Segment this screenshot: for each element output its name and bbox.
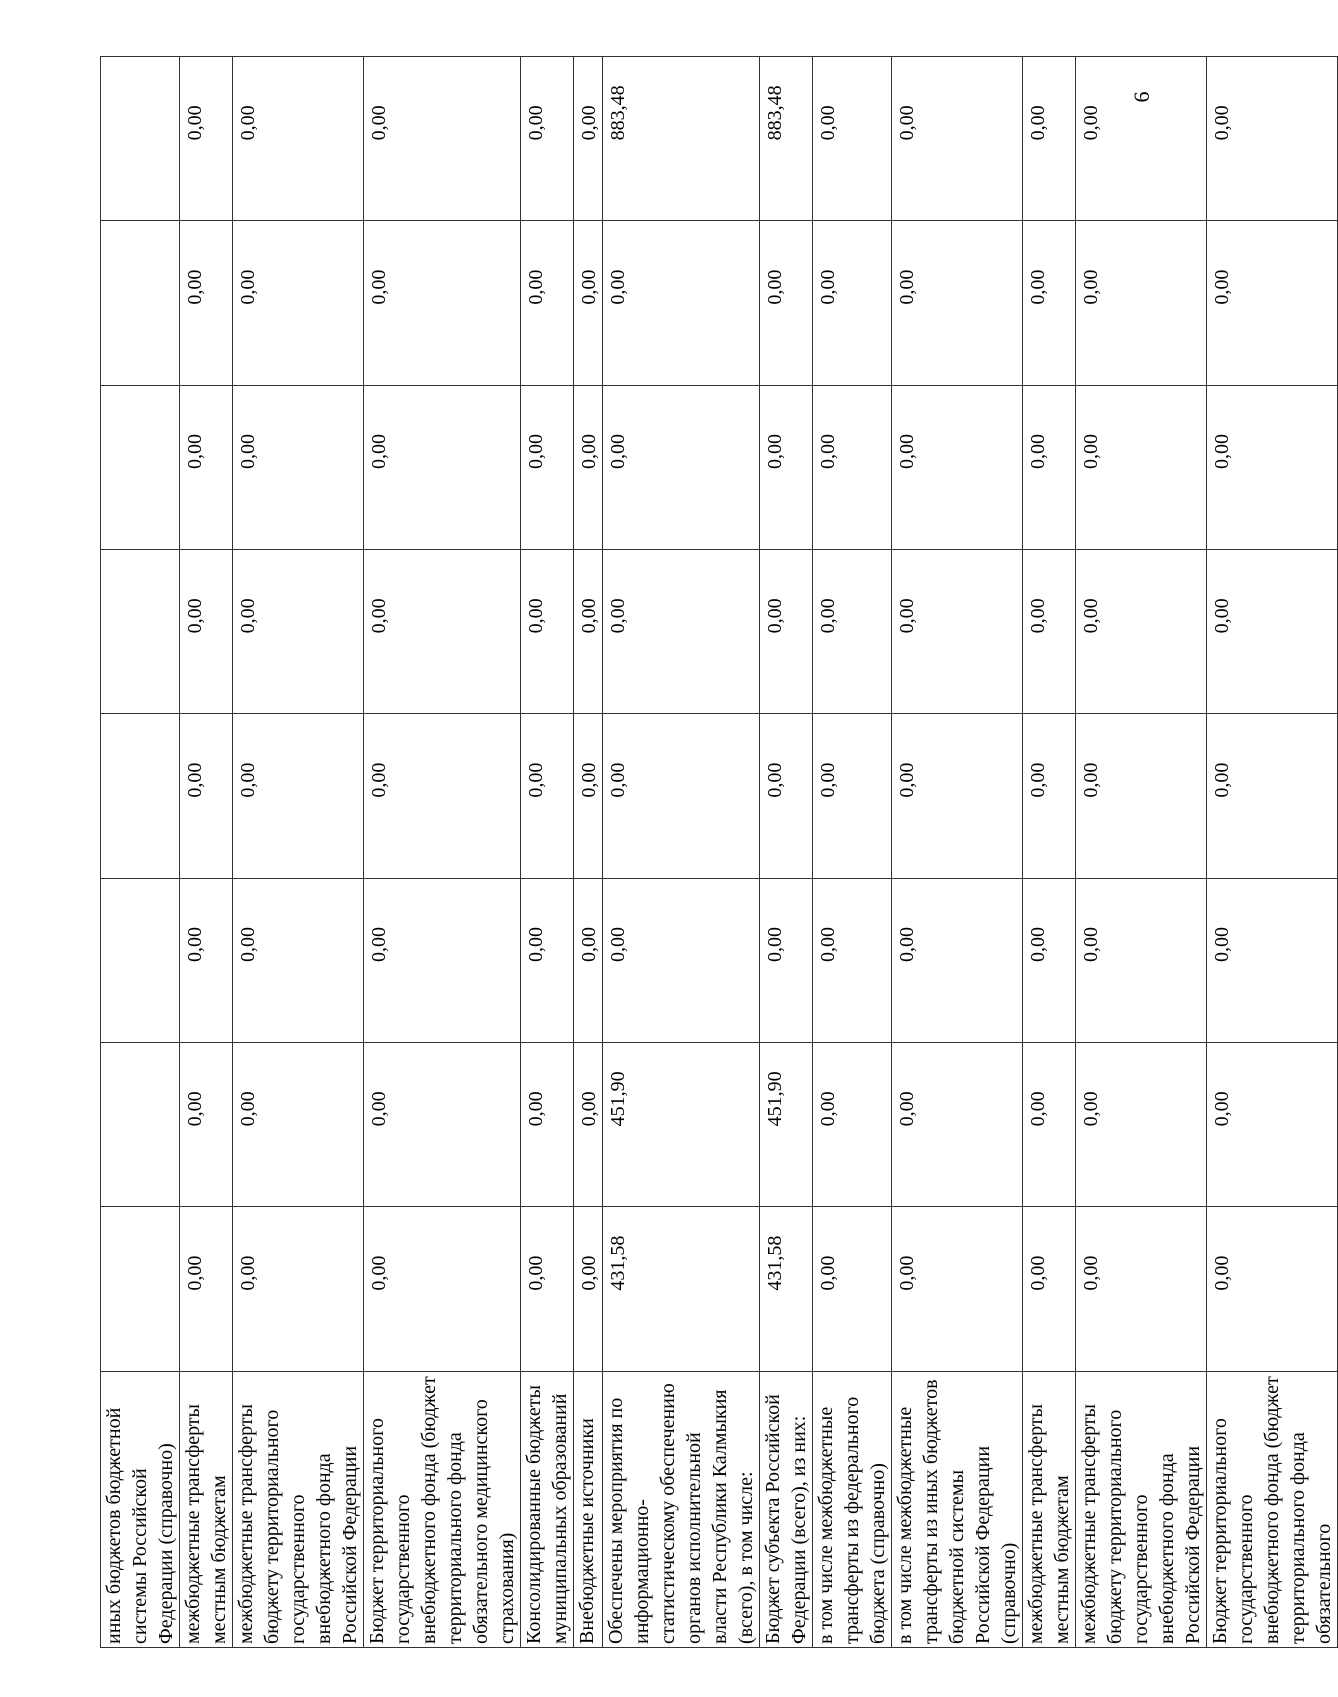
value-cell: 0,00 — [364, 550, 521, 714]
value-cell: 883,48 — [603, 57, 760, 221]
value-cell: 0,00 — [233, 550, 364, 714]
value-cell — [101, 1042, 180, 1206]
value-cell: 0,00 — [1076, 1207, 1207, 1371]
value-cell: 0,00 — [892, 550, 1023, 714]
value-cell: 0,00 — [574, 221, 603, 385]
value-cell: 0,00 — [760, 878, 813, 1042]
value-cell: 0,00 — [521, 57, 574, 221]
table-row — [101, 57, 180, 1648]
value-cell: 0,00 — [892, 385, 1023, 549]
row-label: межбюджетные трансферты местным бюджетам — [1023, 1371, 1076, 1647]
value-cell: 0,00 — [760, 221, 813, 385]
rotated-table-container — [100, 56, 1335, 1648]
value-cell: 0,00 — [760, 714, 813, 878]
value-cell: 0,00 — [813, 221, 892, 385]
value-cell: 883,48 — [760, 57, 813, 221]
value-cell: 0,00 — [1207, 57, 1338, 221]
table-row — [233, 57, 364, 1648]
value-cell: 0,00 — [1023, 550, 1076, 714]
value-cell: 431,58 — [760, 1207, 813, 1371]
value-cell: 0,00 — [603, 385, 760, 549]
value-cell: 0,00 — [1076, 550, 1207, 714]
value-cell: 0,00 — [1023, 1207, 1076, 1371]
value-cell — [101, 714, 180, 878]
value-cell: 0,00 — [233, 714, 364, 878]
row-label: Обеспечены мероприятия по информационно-статистическому обеспечению органов исполнительной власти Республики Калмыкия (всего), в том числе: — [603, 1371, 760, 1647]
table-body — [101, 57, 1338, 1648]
value-cell: 451,90 — [603, 1042, 760, 1206]
value-cell: 0,00 — [1023, 878, 1076, 1042]
value-cell: 0,00 — [1023, 385, 1076, 549]
value-cell: 0,00 — [892, 714, 1023, 878]
value-cell: 0,00 — [574, 1207, 603, 1371]
value-cell: 0,00 — [813, 878, 892, 1042]
value-cell: 0,00 — [364, 1207, 521, 1371]
value-cell: 0,00 — [364, 1042, 521, 1206]
value-cell: 0,00 — [180, 1207, 233, 1371]
value-cell: 0,00 — [813, 385, 892, 549]
row-label: в том числе межбюджетные трансферты из иных бюджетов бюджетной системы Российской Федерации (справочно) — [892, 1371, 1023, 1647]
value-cell: 0,00 — [813, 1207, 892, 1371]
value-cell: 0,00 — [364, 57, 521, 221]
value-cell: 0,00 — [180, 57, 233, 221]
value-cell: 0,00 — [813, 550, 892, 714]
value-cell: 0,00 — [1207, 1207, 1338, 1371]
value-cell: 0,00 — [603, 714, 760, 878]
value-cell: 0,00 — [1076, 714, 1207, 878]
value-cell: 0,00 — [760, 550, 813, 714]
value-cell: 0,00 — [1023, 714, 1076, 878]
value-cell: 0,00 — [1207, 550, 1338, 714]
value-cell: 0,00 — [1076, 57, 1207, 221]
value-cell: 0,00 — [1207, 221, 1338, 385]
value-cell: 0,00 — [813, 57, 892, 221]
value-cell: 0,00 — [574, 385, 603, 549]
budget-table — [100, 56, 1338, 1648]
row-label: Консолидированные бюджеты муниципальных образований — [521, 1371, 574, 1647]
table-row — [892, 57, 1023, 1648]
value-cell: 0,00 — [364, 714, 521, 878]
value-cell: 0,00 — [521, 1042, 574, 1206]
value-cell: 0,00 — [574, 57, 603, 221]
value-cell: 0,00 — [892, 878, 1023, 1042]
table-row — [1076, 57, 1207, 1648]
row-label: Внебюджетные источники — [574, 1371, 603, 1647]
table-row — [521, 57, 574, 1648]
table-row — [364, 57, 521, 1648]
row-label: межбюджетные трансферты местным бюджетам — [180, 1371, 233, 1647]
value-cell: 0,00 — [1076, 221, 1207, 385]
value-cell: 0,00 — [813, 1042, 892, 1206]
row-label: межбюджетные трансферты бюджету территориального государственного внебюджетного фонда Российской Федерации — [1076, 1371, 1207, 1647]
value-cell: 0,00 — [574, 1042, 603, 1206]
value-cell: 0,00 — [813, 714, 892, 878]
value-cell: 0,00 — [364, 878, 521, 1042]
value-cell: 0,00 — [521, 385, 574, 549]
value-cell: 0,00 — [760, 385, 813, 549]
value-cell: 0,00 — [1023, 57, 1076, 221]
value-cell: 0,00 — [521, 1207, 574, 1371]
value-cell: 0,00 — [180, 714, 233, 878]
value-cell — [101, 57, 180, 221]
value-cell: 431,58 — [603, 1207, 760, 1371]
table-row — [813, 57, 892, 1648]
row-label: Бюджет территориального государственного внебюджетного фонда (бюджет территориального фонда обязательного — [1207, 1371, 1338, 1647]
value-cell: 0,00 — [1023, 221, 1076, 385]
table-row — [1207, 57, 1338, 1648]
value-cell: 0,00 — [521, 221, 574, 385]
value-cell: 0,00 — [603, 550, 760, 714]
value-cell: 0,00 — [521, 878, 574, 1042]
row-label: иных бюджетов бюджетной системы Российской Федерации (справочно) — [101, 1371, 180, 1647]
value-cell — [101, 1207, 180, 1371]
value-cell: 451,90 — [760, 1042, 813, 1206]
row-label: в том числе межбюджетные трансферты из федерального бюджета (справочно) — [813, 1371, 892, 1647]
value-cell: 0,00 — [574, 550, 603, 714]
value-cell: 0,00 — [180, 385, 233, 549]
value-cell: 0,00 — [892, 57, 1023, 221]
value-cell: 0,00 — [364, 221, 521, 385]
value-cell — [101, 878, 180, 1042]
value-cell: 0,00 — [1076, 385, 1207, 549]
table-row — [1023, 57, 1076, 1648]
value-cell: 0,00 — [1076, 1042, 1207, 1206]
row-label: межбюджетные трансферты бюджету территориального государственного внебюджетного фонда Российской Федерации — [233, 1371, 364, 1647]
value-cell — [101, 385, 180, 549]
value-cell: 0,00 — [180, 1042, 233, 1206]
value-cell: 0,00 — [233, 1042, 364, 1206]
value-cell: 0,00 — [180, 550, 233, 714]
value-cell: 0,00 — [892, 1042, 1023, 1206]
value-cell: 0,00 — [892, 1207, 1023, 1371]
value-cell: 0,00 — [1023, 1042, 1076, 1206]
value-cell: 0,00 — [603, 878, 760, 1042]
value-cell: 0,00 — [603, 221, 760, 385]
value-cell: 0,00 — [233, 385, 364, 549]
value-cell: 0,00 — [1207, 1042, 1338, 1206]
value-cell: 0,00 — [1207, 714, 1338, 878]
value-cell: 0,00 — [233, 221, 364, 385]
value-cell: 0,00 — [364, 385, 521, 549]
value-cell — [101, 221, 180, 385]
page-number: 6 — [1129, 91, 1154, 103]
value-cell: 0,00 — [180, 221, 233, 385]
value-cell: 0,00 — [574, 878, 603, 1042]
table-row — [603, 57, 760, 1648]
value-cell: 0,00 — [892, 221, 1023, 385]
value-cell: 0,00 — [233, 878, 364, 1042]
table-row — [574, 57, 603, 1648]
value-cell — [101, 550, 180, 714]
value-cell: 0,00 — [574, 714, 603, 878]
value-cell: 0,00 — [1207, 878, 1338, 1042]
value-cell: 0,00 — [233, 1207, 364, 1371]
value-cell: 0,00 — [521, 550, 574, 714]
row-label: Бюджет субъекта Российской Федерации (всего), из них: — [760, 1371, 813, 1647]
table-row — [180, 57, 233, 1648]
value-cell: 0,00 — [1207, 385, 1338, 549]
value-cell: 0,00 — [233, 57, 364, 221]
value-cell: 0,00 — [521, 714, 574, 878]
value-cell: 0,00 — [1076, 878, 1207, 1042]
value-cell: 0,00 — [180, 878, 233, 1042]
row-label: Бюджет территориального государственного внебюджетного фонда (бюджет территориального фонда обязательного медицинского страхования) — [364, 1371, 521, 1647]
table-row — [760, 57, 813, 1648]
